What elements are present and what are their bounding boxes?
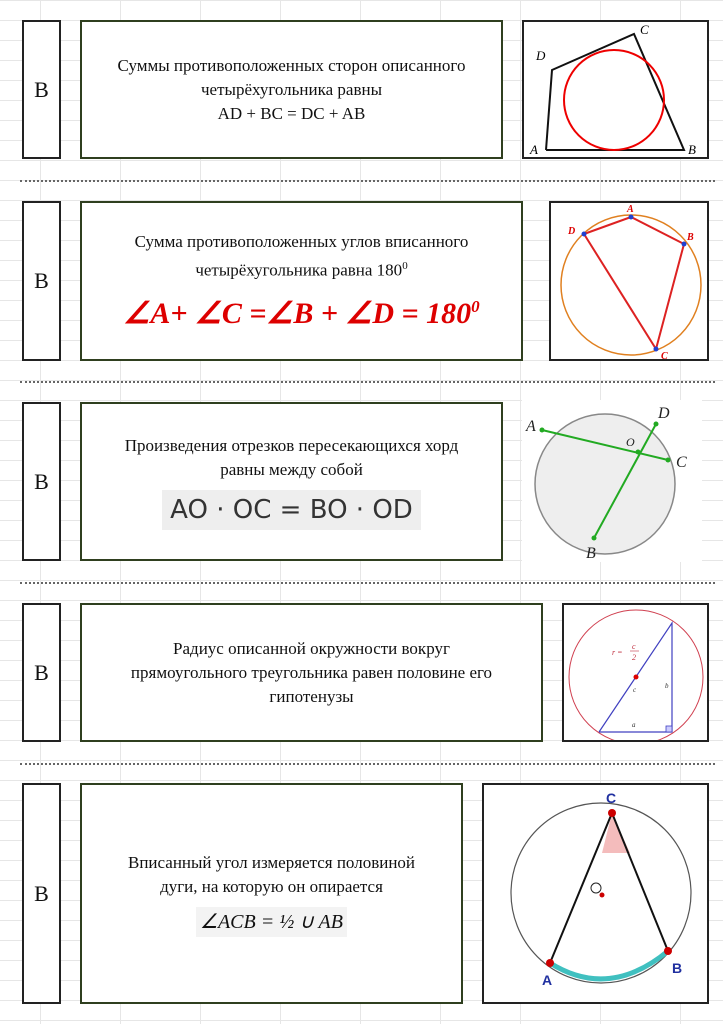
- label-a: a: [632, 721, 636, 729]
- label-c: c: [633, 686, 637, 694]
- badge: [22, 603, 61, 742]
- theorem-line: AD + BC = DC + AB: [217, 103, 366, 123]
- theorem-line: Сумма противоположенных углов вписанного: [134, 232, 469, 252]
- theorem-line: четырёхугольника равны: [201, 79, 382, 99]
- label-b: B: [687, 232, 694, 243]
- label-o: O: [626, 435, 635, 449]
- theorem-line: равны между собой: [220, 459, 363, 479]
- formula: [123, 289, 479, 332]
- badge: [22, 20, 61, 159]
- label-c: C: [640, 22, 649, 37]
- formula-text: ∠A+ ∠C =∠B + ∠D = 180: [123, 296, 472, 330]
- theorem-line: гипотенузы: [269, 686, 354, 706]
- label-b: B: [688, 142, 696, 157]
- divider: [20, 582, 715, 584]
- theorem-line: Вписанный угол измеряется половиной: [127, 852, 416, 872]
- theorem-box: [80, 201, 523, 361]
- label-r: r =: [612, 648, 623, 657]
- formula: ∠ACB = ½ ∪ AB: [196, 907, 347, 937]
- theorem-line: дуги, на которую он опирается: [160, 876, 383, 896]
- label-b: B: [586, 545, 596, 562]
- label-c: C: [606, 790, 617, 806]
- right-triangle-circle-diagram: [562, 603, 709, 742]
- label-a: A: [627, 204, 634, 215]
- label-d: D: [658, 405, 670, 422]
- theorem-box: [80, 402, 503, 561]
- formula-sup: 0: [471, 296, 480, 316]
- label-b: B: [672, 960, 683, 976]
- divider: [20, 180, 715, 182]
- badge-text: В: [34, 76, 49, 102]
- theorem-box: [80, 20, 503, 159]
- inscribed-angle-diagram: [482, 783, 709, 1004]
- label-b: b: [665, 682, 669, 690]
- badge-text: В: [34, 659, 49, 685]
- label-c: C: [661, 351, 668, 361]
- divider: [20, 763, 715, 765]
- label-a: A: [530, 142, 538, 157]
- formula: AO · OC = BO · OD: [162, 490, 421, 530]
- badge: [22, 201, 61, 361]
- label-num: c: [632, 642, 636, 651]
- label-a: A: [542, 972, 553, 988]
- label-den: 2: [632, 653, 636, 662]
- theorem-line-text: четырёхугольника равна 180: [195, 260, 403, 280]
- theorem-line: Суммы противоположенных сторон описанного: [117, 55, 466, 75]
- badge-text: В: [34, 880, 49, 906]
- badge: [22, 783, 61, 1004]
- theorem-line: Произведения отрезков пересекающихся хорд: [124, 435, 459, 455]
- circumscribed-quadrilateral-diagram: [522, 20, 709, 159]
- intersecting-chords-diagram: [522, 400, 702, 562]
- badge-text: В: [34, 268, 49, 293]
- degree-sup: 0: [402, 260, 408, 273]
- theorem-box: [80, 603, 543, 742]
- theorem-line: прямоугольного треугольника равен половине его: [130, 662, 493, 682]
- theorem-box: [80, 783, 463, 1004]
- theorem-line: [195, 254, 407, 283]
- badge-text: В: [34, 468, 49, 494]
- theorem-line: Радиус описанной окружности вокруг: [173, 638, 450, 658]
- badge: [22, 402, 61, 561]
- label-d: D: [536, 48, 546, 63]
- label-c: C: [676, 454, 687, 471]
- inscribed-quadrilateral-diagram: [549, 201, 709, 361]
- label-d: D: [568, 226, 576, 237]
- divider: [20, 381, 715, 383]
- label-a: A: [526, 418, 536, 435]
